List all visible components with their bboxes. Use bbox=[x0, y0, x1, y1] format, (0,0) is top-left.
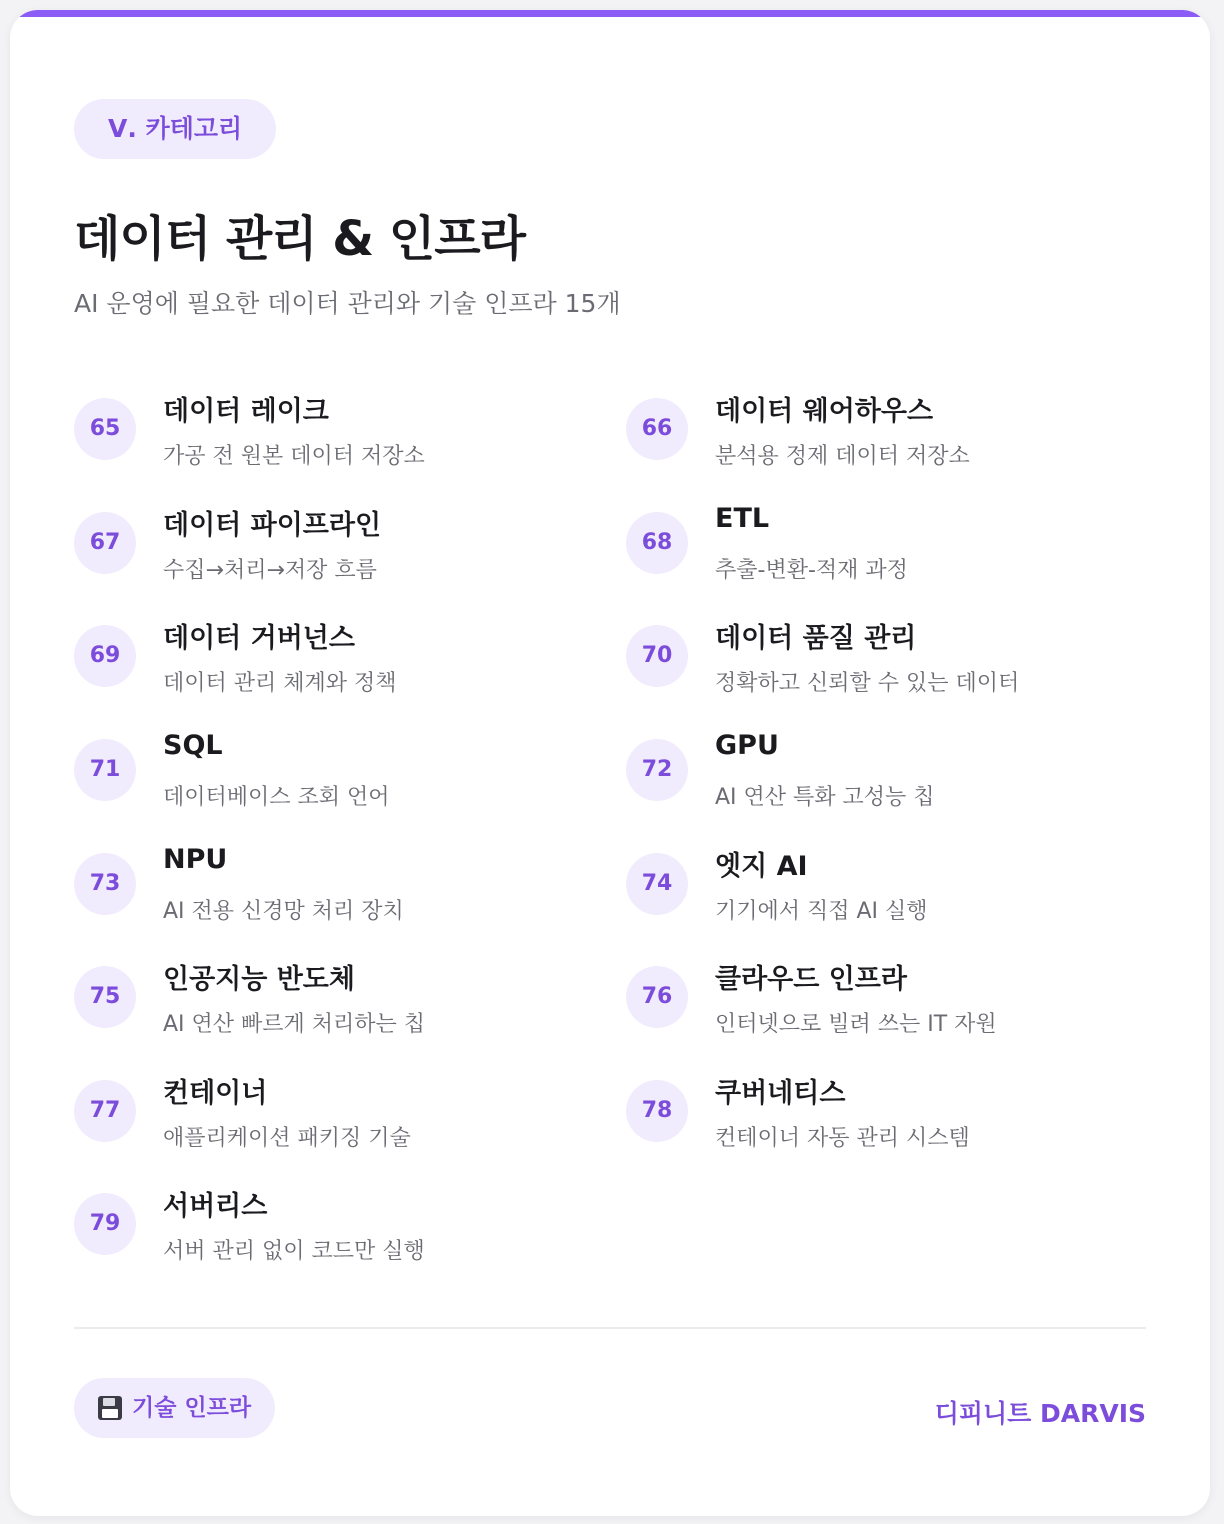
term-title: 서버리스 bbox=[163, 1191, 268, 1222]
term-title: 엣지 AI bbox=[715, 851, 808, 882]
footer-divider bbox=[74, 1327, 1146, 1329]
term-description: AI 연산 특화 고성능 칩 bbox=[715, 785, 935, 810]
floppy-disk-icon bbox=[98, 1396, 122, 1420]
footer-tag-label: 기술 인프라 bbox=[132, 1395, 252, 1421]
term-item bbox=[74, 957, 574, 1053]
term-item bbox=[74, 844, 574, 940]
term-number-badge: 76 bbox=[626, 966, 688, 1028]
term-number-badge: 79 bbox=[74, 1193, 136, 1255]
term-number-badge: 78 bbox=[626, 1080, 688, 1142]
page-title: 데이터 관리 & 인프라 bbox=[74, 211, 525, 267]
term-item bbox=[626, 730, 1126, 826]
category-badge: Ⅴ. 카테고리 bbox=[74, 99, 276, 159]
term-description: 가공 전 원본 데이터 저장소 bbox=[163, 444, 425, 469]
term-number-badge: 71 bbox=[74, 739, 136, 801]
term-number-badge: 67 bbox=[74, 512, 136, 574]
term-title: 데이터 웨어하우스 bbox=[715, 396, 934, 427]
term-description: 분석용 정제 데이터 저장소 bbox=[715, 444, 970, 469]
term-number-badge: 74 bbox=[626, 853, 688, 915]
term-item bbox=[74, 616, 574, 712]
term-title: SQL bbox=[163, 730, 223, 761]
term-item bbox=[626, 616, 1126, 712]
term-title: 클라우드 인프라 bbox=[715, 964, 907, 995]
term-title: ETL bbox=[715, 503, 770, 534]
term-title: GPU bbox=[715, 730, 779, 761]
term-item bbox=[626, 503, 1126, 599]
term-item bbox=[626, 844, 1126, 940]
term-description: 추출-변환-적재 과정 bbox=[715, 558, 908, 583]
term-number-badge: 66 bbox=[626, 398, 688, 460]
term-title: 인공지능 반도체 bbox=[163, 964, 355, 995]
term-number-badge: 75 bbox=[74, 966, 136, 1028]
term-item bbox=[74, 1184, 574, 1280]
term-number-badge: 68 bbox=[626, 512, 688, 574]
term-item bbox=[626, 957, 1126, 1053]
footer-tag bbox=[74, 1378, 275, 1438]
content-card bbox=[10, 10, 1210, 1516]
accent-top-bar bbox=[10, 10, 1210, 17]
term-title: 데이터 거버넌스 bbox=[163, 623, 355, 654]
term-description: 인터넷으로 빌려 쓰는 IT 자원 bbox=[715, 1012, 997, 1037]
term-item bbox=[74, 730, 574, 826]
term-description: 정확하고 신뢰할 수 있는 데이터 bbox=[715, 671, 1020, 696]
term-number-badge: 69 bbox=[74, 625, 136, 687]
term-description: AI 연산 빠르게 처리하는 칩 bbox=[163, 1012, 426, 1037]
term-description: 수집→처리→저장 흐름 bbox=[163, 558, 377, 583]
term-title: 쿠버네티스 bbox=[715, 1078, 846, 1109]
term-item bbox=[74, 503, 574, 599]
term-title: 컨테이너 bbox=[163, 1078, 268, 1109]
term-number-badge: 77 bbox=[74, 1080, 136, 1142]
brand-name: 디피니트 DARVIS bbox=[934, 1399, 1146, 1428]
term-number-badge: 73 bbox=[74, 853, 136, 915]
term-number-badge: 65 bbox=[74, 398, 136, 460]
term-number-badge: 72 bbox=[626, 739, 688, 801]
term-description: 기기에서 직접 AI 실행 bbox=[715, 899, 928, 924]
term-description: 애플리케이션 패키징 기술 bbox=[163, 1126, 411, 1151]
term-title: 데이터 파이프라인 bbox=[163, 510, 382, 541]
term-description: 데이터베이스 조회 언어 bbox=[163, 785, 390, 810]
term-item bbox=[74, 389, 574, 485]
term-description: 서버 관리 없이 코드만 실행 bbox=[163, 1239, 425, 1264]
term-description: AI 전용 신경망 처리 장치 bbox=[163, 899, 404, 924]
page-subtitle: AI 운영에 필요한 데이터 관리와 기술 인프라 15개 bbox=[74, 289, 621, 318]
term-title: 데이터 레이크 bbox=[163, 396, 329, 427]
term-description: 데이터 관리 체계와 정책 bbox=[163, 671, 397, 696]
term-title: 데이터 품질 관리 bbox=[715, 623, 917, 654]
term-description: 컨테이너 자동 관리 시스템 bbox=[715, 1126, 970, 1151]
term-item bbox=[626, 389, 1126, 485]
term-number-badge: 70 bbox=[626, 625, 688, 687]
term-item bbox=[74, 1071, 574, 1167]
term-item bbox=[626, 1071, 1126, 1167]
term-title: NPU bbox=[163, 844, 228, 875]
